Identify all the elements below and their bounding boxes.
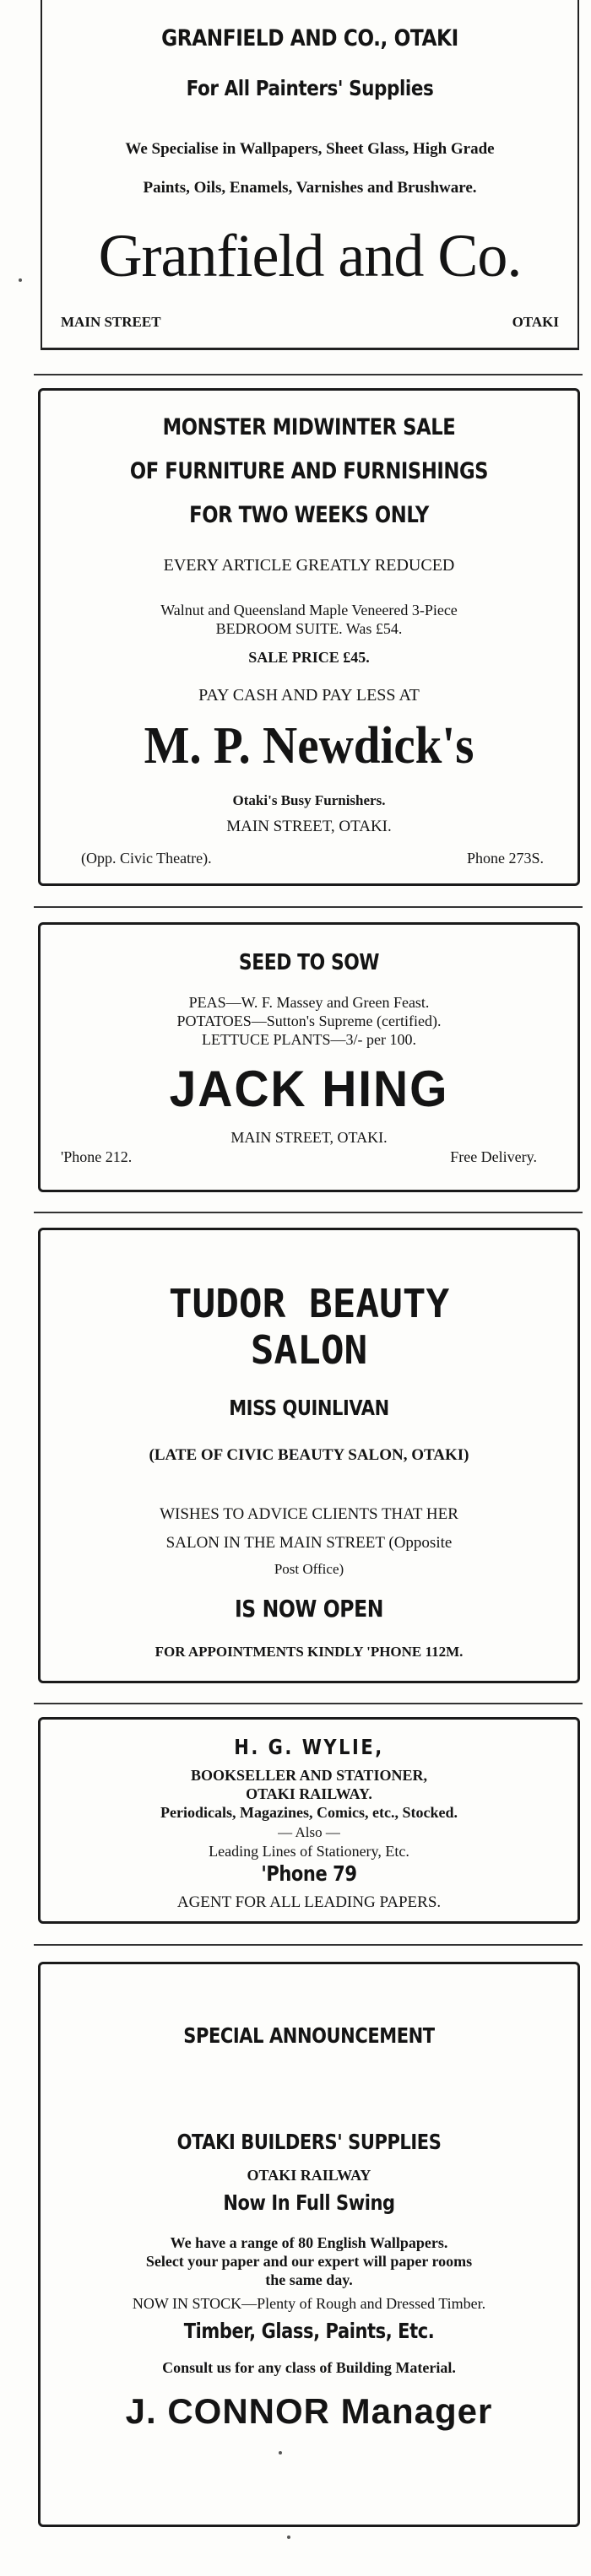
newdick-title-3: FOR TWO WEEKS ONLY <box>189 502 429 528</box>
tudor-salon-ad <box>38 1228 580 1683</box>
divider <box>34 374 583 375</box>
jack-hing-ad <box>38 922 580 1192</box>
wylie-name: H. G. WYLIE, <box>234 1735 384 1759</box>
print-speck <box>19 278 22 282</box>
newdick-desc-1: Walnut and Queensland Maple Veneered 3-Piece <box>160 602 458 618</box>
divider <box>34 906 583 908</box>
hing-name: JACK HING <box>169 1061 449 1117</box>
divider <box>34 1703 583 1704</box>
hing-address: MAIN STREET, OTAKI. <box>230 1129 388 1146</box>
newdick-address: MAIN STREET, OTAKI. <box>226 818 392 835</box>
connor-consult: Consult us for any class of Building Material. <box>162 2359 456 2376</box>
granfield-subheading: For All Painters' Supplies <box>186 76 434 100</box>
hing-delivery: Free Delivery. <box>450 1148 537 1165</box>
newdick-pay: PAY CASH AND PAY LESS AT <box>198 686 420 705</box>
connor-manager: J. CONNOR Manager <box>125 2391 493 2431</box>
newdick-title-1: MONSTER MIDWINTER SALE <box>162 414 456 440</box>
tudor-title-2: SALON <box>250 1327 368 1373</box>
connor-body-1: We have a range of 80 English Wallpapers. <box>170 2234 448 2251</box>
newdick-tagline: Otaki's Busy Furnishers. <box>232 792 386 808</box>
hing-line-3: LETTUCE PLANTS—3/- per 100. <box>202 1031 416 1048</box>
granfield-line-2: Paints, Oils, Enamels, Varnishes and Brushware. <box>143 179 477 197</box>
connor-body-3: the same day. <box>265 2271 353 2288</box>
hing-phone: 'Phone 212. <box>61 1148 133 1165</box>
hing-title: SEED TO SOW <box>238 950 380 975</box>
tudor-title-1: TUDOR BEAUTY <box>168 1281 450 1326</box>
newdick-reduced: EVERY ARTICLE GREATLY REDUCED <box>163 556 455 575</box>
wylie-phone: 'Phone 79 <box>261 1861 357 1886</box>
connor-stock: NOW IN STOCK—Plenty of Rough and Dressed Timber. <box>132 2295 486 2312</box>
wylie-role: BOOKSELLER AND STATIONER, <box>191 1767 427 1784</box>
granfield-ad <box>41 0 579 350</box>
connor-announce: SPECIAL ANNOUNCEMENT <box>183 2023 435 2048</box>
hing-line-2: POTATOES—Sutton's Supreme (certified). <box>176 1013 442 1029</box>
connor-ad <box>38 1962 580 2527</box>
wylie-line-2: Leading Lines of Stationery, Etc. <box>209 1843 409 1860</box>
granfield-logo: Granfield and Co. <box>98 222 522 289</box>
print-speck <box>279 2451 282 2454</box>
tudor-body-2: SALON IN THE MAIN STREET (Opposite <box>165 1534 453 1552</box>
divider <box>34 1944 583 1946</box>
tudor-appointments: FOR APPOINTMENTS KINDLY 'PHONE 112M. <box>155 1644 464 1660</box>
wylie-agent: AGENT FOR ALL LEADING PAPERS. <box>176 1893 442 1911</box>
divider <box>34 1212 583 1213</box>
wylie-also: — Also — <box>278 1824 340 1840</box>
connor-body-2: Select your paper and our expert will paper rooms <box>145 2253 473 2270</box>
wylie-line-1: Periodicals, Magazines, Comics, etc., Stocked. <box>160 1804 458 1821</box>
newdick-title-2: OF FURNITURE AND FURNISHINGS <box>129 458 489 484</box>
newdick-desc-2: BEDROOM SUITE. Was £54. <box>215 620 403 637</box>
wylie-location: OTAKI RAILWAY. <box>246 1785 372 1802</box>
newdick-name: M. P. Newdick's <box>144 717 474 775</box>
hing-line-1: PEAS—W. F. Massey and Green Feast. <box>188 994 430 1011</box>
tudor-body-3: Post Office) <box>274 1561 344 1577</box>
tudor-owner: MISS QUINLIVAN <box>229 1396 389 1420</box>
connor-title: OTAKI BUILDERS' SUPPLIES <box>176 2130 442 2154</box>
print-speck <box>287 2535 290 2539</box>
wylie-ad <box>38 1717 580 1924</box>
connor-swing: Now In Full Swing <box>223 2190 395 2215</box>
newdick-price: SALE PRICE £45. <box>248 649 370 666</box>
granfield-line-1: We Specialise in Wallpapers, Sheet Glass, High Grade <box>125 140 495 158</box>
newdick-opposite: (Opp. Civic Theatre). <box>81 850 212 867</box>
connor-products: Timber, Glass, Paints, Etc. <box>183 2319 435 2343</box>
granfield-town: OTAKI <box>512 314 559 330</box>
tudor-open: IS NOW OPEN <box>234 1595 384 1623</box>
newdick-ad <box>38 388 580 886</box>
connor-location: OTAKI RAILWAY <box>247 2167 371 2184</box>
newdick-phone: Phone 273S. <box>466 850 544 867</box>
tudor-body-1: WISHES TO ADVICE CLIENTS THAT HER <box>160 1505 458 1523</box>
granfield-street: MAIN STREET <box>61 314 161 330</box>
granfield-heading: GRANFIELD AND CO., OTAKI <box>161 25 458 51</box>
tudor-late: (LATE OF CIVIC BEAUTY SALON, OTAKI) <box>149 1446 469 1464</box>
